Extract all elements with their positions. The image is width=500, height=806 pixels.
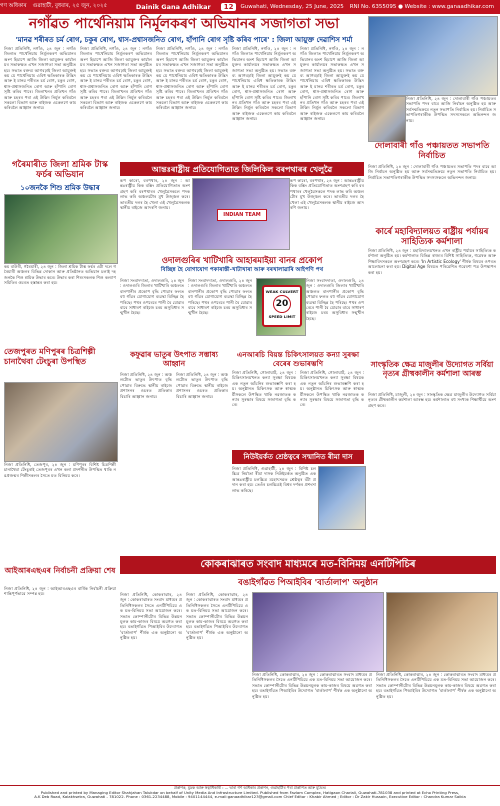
media-photo-2 <box>386 592 498 672</box>
harassment-headline: কফুৱাৰ ভাতুৰ উৎপাত সম্ভাষ্য আহ্বান <box>130 350 218 368</box>
culture-headline: সাংস্কৃতিক ক্ষেত্ৰ মাজুলীৰ উদ্যোগত সৰ্বিয়া নৃত্যৰ গ্ৰীষ্মকালীন কৰ্মশালা আৰম্ভ <box>370 360 494 378</box>
masthead-rni: RNI No. 6355095 ● Website : www.ganaadhikar.com <box>349 4 494 10</box>
kickboxing-headline: আন্তঃৰাষ্ট্ৰীয় প্ৰতিযোগিতাত জিলিকিল বৰপথাৰৰ খেলুৱৈ <box>120 162 364 176</box>
aasu-body: নিজা প্ৰতিনিধি, ২৪ জুন : আইআৰএছএৰ বাৰ্ষিক নিৰ্বাচনী প্ৰক্ৰিয়া শান্তিপূৰ্ণভাৱে সম্পন্ন হয়। <box>4 586 116 597</box>
panchayat-body: নিজা প্ৰতিনিধি, ২৪ জুন : দোলাবাৰী গাঁও পঞ্চায়তৰ সভাপতি পদৰ বাবে আজি নিৰ্বাচন অনুষ্ঠিত হয় আৰু সৰ্বসন্মতিক্ৰমে নতুন সভাপতি নিৰ্বাচিত হয়। নিৰ্বাচিত সভাপতিগৰাকীক উপস্থিত সদস্যসকলে অভিনন্দন জনায়। <box>368 164 496 180</box>
imprint-footer <box>0 785 500 806</box>
nrhm-headline: এনআৰচি বিয়ন্ত চিকিৎসালয়ত কন্যা সুৰক্ষা বেৰেৰ শুভাৰম্ভণি <box>236 350 360 368</box>
aasu-headline: আইআৰএছএৰ নিৰ্বাচনী প্ৰক্ৰিয়া শেষ <box>4 566 116 575</box>
sign-line-1: WEAK CULVERT <box>265 289 299 294</box>
sign-line-3: SPEED LIMIT <box>268 314 296 319</box>
flood-subhead: বিচ্ছিন্ন হৈ যোগাযোগ পকাৰাস্তী-খাটাখাৰা আৰু বৰখালাৱাৰি আইপণি পথ <box>160 267 324 273</box>
lead-body-col1: নিজা প্ৰতিনিধি, নগাঁও, ২৪ জুন : নগাঁও জিলাত পাৰ্থেনিয়াম নিৰ্মূলকৰণ অভিযানৰ অংশ হিচাপে আজি জিলা আয়ুক্তৰ কাৰ্যালয়ৰ সভাকক্ষত এখন সজাগতা সভা অনুষ্ঠিত হয়। সভাত বক্তব্য আগবঢ়াই জিলা আয়ুক্তই কয় যে পাৰ্থেনিয়াম এবিধ ক্ষতিকাৰক উদ্ভিদ আৰু ই মানৱ শৰীৰত চৰ্ম ৰোগ, চকুৰ ৰোগ, শ্বাস-প্ৰশ্বাসজনিত ৰোগ আৰু হাঁপানি ৰোগ সৃষ্টি কৰিব পাৰে। জিলাখনৰ প্ৰতিখন গাঁও আৰু চহৰৰ পৰা এই উদ্ভিদ নিৰ্মূল কৰিবলৈ সকলো বিভাগ আৰু ৰাইজক একেলগে কাম কৰিবলৈ আহ্বান জনায়। <box>4 46 76 111</box>
reema-headline: নিউইয়ৰ্কত শ্ৰেষ্ঠত্বৰে সন্মানিত ৰীমা দাস <box>232 450 364 464</box>
panchayat-headline: দোলাবাৰী গাঁও পঞ্চায়তত সভাপতি নিৰ্বাচিত <box>374 140 490 160</box>
footer-line-1: প্ৰকাশক, মুদ্ৰক আৰু স্বত্বাধিকাৰী : ... দ্বাৰা গণ অধিকাৰ প্ৰকাশন, গুৱাহাটীৰ পৰা প্ৰকাশিত আৰু মুদ্ৰিত। <box>173 785 327 790</box>
tejpur-headline: তেজপুৰত মণিপুৰৰ চিত্ৰশিল্পী চানাথৈবা টেংচুৰা উপস্থিত <box>4 346 96 366</box>
nrhm-body-col2: নিজা প্ৰতিনিধি, গোলাঘাট, ২৪ জুন : চিকিৎসালয়খনত কন্যা সুৰক্ষা বিষয়ক এক নতুন আঁচনিৰ শুভাৰম্ভণি কৰা হয়। অনুষ্ঠানত চিকিৎসক আৰু স্বাস্থ্যকৰ্মীসকলে উপস্থিত থাকি নৱজাতক কন্যাৰ সুৰক্ষাৰ বিষয়ে সজাগতা বৃদ্ধি কৰে। <box>300 370 364 408</box>
footer-line-3: A.K Deb Road, Kalakhsetra, Guwahati - 781022. Phone : 0361-2234488, Mobile : 9401144444, e-mail:ganaadhikar123@gmail.com Chief Editor : Khabir Ahmed ; Editor : Dr Zakir Hussain, Executive Editor : Chandra Kumar Saikia <box>34 794 466 800</box>
lead-body-col2: নিজা প্ৰতিনিধি, নগাঁও, ২৪ জুন : নগাঁও জিলাত পাৰ্থেনিয়াম নিৰ্মূলকৰণ অভিযানৰ অংশ হিচাপে আজি জিলা আয়ুক্তৰ কাৰ্যালয়ৰ সভাকক্ষত এখন সজাগতা সভা অনুষ্ঠিত হয়। সভাত বক্তব্য আগবঢ়াই জিলা আয়ুক্তই কয় যে পাৰ্থেনিয়াম এবিধ ক্ষতিকাৰক উদ্ভিদ আৰু ই মানৱ শৰীৰত চৰ্ম ৰোগ, চকুৰ ৰোগ, শ্বাস-প্ৰশ্বাসজনিত ৰোগ আৰু হাঁপানি ৰোগ সৃষ্টি কৰিব পাৰে। জিলাখনৰ প্ৰতিখন গাঁও আৰু চহৰৰ পৰা এই উদ্ভিদ নিৰ্মূল কৰিবলৈ সকলো বিভাগ আৰু ৰাইজক একেলগে কাম কৰিবলৈ আহ্বান জনায়। <box>80 46 152 111</box>
kickboxing-body-2: ৰূপ কাৰো, বৰপথাৰ, ২৪ জুন : আন্তঃৰাষ্ট্ৰীয় কিক বক্সিং প্ৰতিযোগিতাত অংশগ্ৰহণ কৰি বৰপথাৰৰ খেলুৱৈসকলে পদক লাভ কৰি অঞ্চলটোৰ মুখ উজ্জ্বল কৰে। ভাৰতীয় দলৰ হৈ খেলা এই খেলুৱৈসকলক স্থানীয় ৰাইজে আদৰণি জনায়। <box>290 178 364 211</box>
media-body-col4: নিজা প্ৰতিনিধি, কোকৰাঝাৰ, ২৪ জুন : কোকৰাঝাৰত সংবাদ মাধ্যমৰ প্ৰতিনিধিসকলৰ সৈতে এনটিপিচিয়ে এক মত-বিনিময় সভা আয়োজন কৰে। সভাত কোম্পানীটোৰ বিভিন্ন উন্নয়নমূলক কাম-কাজৰ বিষয়ে অৱগত কৰা হয়। বঙাইগাঁৱত পিআইবিৰ উদ্যোগত 'বাৰ্তালাপ' শীৰ্ষক এক অনুষ্ঠানো অনুষ্ঠিত হয়। <box>376 672 496 699</box>
media-photo-1 <box>252 592 384 672</box>
harassment-body-col1: নিজা প্ৰতিনিধি, ২৪ জুন : অঞ্চলটোত ভাতুৰ উৎপাত বৃদ্ধি পোৱাৰ বিৰুদ্ধে স্থানীয় ৰাইজে প্ৰশাসনৰ ওচৰত প্ৰতিকাৰ বিচাৰি আহ্বান জনায়। <box>120 372 172 399</box>
page-number: 12 <box>221 3 237 11</box>
panchayat-photo-top <box>368 16 498 96</box>
weak-culvert-sign <box>262 285 302 327</box>
flood-headline: ওদালগুৰিৰ খাটিখাৰি আহাৰমাইয়া বানৰ প্ৰকোপ <box>161 255 323 265</box>
labour-subhead: ১০জনকৈ শিশু শ্ৰমিক উদ্ধাৰ <box>20 183 100 192</box>
media-subhead: বঙাইগাঁৱত পিআইবিৰ 'বাৰ্তালাপ' অনুষ্ঠান <box>238 577 378 587</box>
tejpur-body: নিজা প্ৰতিনিধি, তেজপুৰ, ২৪ জুন : মণিপুৰৰ বিশিষ্ট চিত্ৰশিল্পী চানাথৈবা টেংচুৰাই তেজপুৰৰ এখন কলা প্ৰদৰ্শনীত উপস্থিত থাকি নৱপ্ৰজন্মৰ শিল্পীসকলৰ সৈতে মত বিনিময় কৰে। <box>4 462 116 478</box>
masthead-date-english: Guwahati, Wednesday, 25 June, 2025 <box>240 4 344 10</box>
kickboxing-photo <box>192 178 290 250</box>
flood-body-col2: নিজা সংবাদদাতা, ওদালগুৰি, ২৪ জুন : ওদালগুৰি জিলাৰ খাটিখাৰি অঞ্চলত বানপানীৰ প্ৰকোপ বৃদ্ধি পোৱাৰ ফলত বহু গাঁৱৰ যোগাযোগ ব্যৱস্থা বিচ্ছিন্ন হৈ পৰিছে। পথৰ ওপৰেৰে পানী বৈ যোৱাৰ বাবে সাধাৰণ ৰাইজে চৰম অসুবিধাৰ সন্মুখীন হৈছে। <box>188 278 252 316</box>
media-body-col3: নিজা প্ৰতিনিধি, কোকৰাঝাৰ, ২৪ জুন : কোকৰাঝাৰত সংবাদ মাধ্যমৰ প্ৰতিনিধিসকলৰ সৈতে এনটিপিচিয়ে এক মত-বিনিময় সভা আয়োজন কৰে। সভাত কোম্পানীটোৰ বিভিন্ন উন্নয়নমূলক কাম-কাজৰ বিষয়ে অৱগত কৰা হয়। বঙাইগাঁৱত পিআইবিৰ উদ্যোগত 'বাৰ্তালাপ' শীৰ্ষক এক অনুষ্ঠানো অনুষ্ঠিত হয়। <box>252 672 372 699</box>
lead-headline: নগাঁৱত পাৰ্থেনিয়াম নিৰ্মূলকৰণ অভিযানৰ সজাগতা সভা <box>28 16 340 32</box>
panchayat-photo-small <box>368 96 406 142</box>
sign-speed-number: 20 <box>273 295 291 313</box>
panchayat-intro-text: নিজা প্ৰতিনিধি, ২৪ জুন : দোলাবাৰী গাঁও পঞ্চায়তৰ সভাপতি পদৰ বাবে আজি নিৰ্বাচন অনুষ্ঠিত হয় আৰু সৰ্বসন্মতিক্ৰমে নতুন সভাপতি নিৰ্বাচিত হয়। নিৰ্বাচিত সভাপতিগৰাকীক উপস্থিত সদস্যসকলে অভিনন্দন জনায়। <box>406 96 496 123</box>
flood-body-col3: নিজা সংবাদদাতা, ওদালগুৰি, ২৪ জুন : ওদালগুৰি জিলাৰ খাটিখাৰি অঞ্চলত বানপানীৰ প্ৰকোপ বৃদ্ধি পোৱাৰ ফলত বহু গাঁৱৰ যোগাযোগ ব্যৱস্থা বিচ্ছিন্ন হৈ পৰিছে। পথৰ ওপৰেৰে পানী বৈ যোৱাৰ বাবে সাধাৰণ ৰাইজে চৰম অসুবিধাৰ সন্মুখীন হৈছে। <box>306 278 364 321</box>
masthead-brand: গণ অধিকাৰ <box>0 3 27 9</box>
media-body-col2: নিজা প্ৰতিনিধি, কোকৰাঝাৰ, ২৪ জুন : কোকৰাঝাৰত সংবাদ মাধ্যমৰ প্ৰতিনিধিসকলৰ সৈতে এনটিপিচিয়ে এক মত-বিনিময় সভা আয়োজন কৰে। সভাত কোম্পানীটোৰ বিভিন্ন উন্নয়নমূলক কাম-কাজৰ বিষয়ে অৱগত কৰা হয়। বঙাইগাঁৱত পিআইবিৰ উদ্যোগত 'বাৰ্তালাপ' শীৰ্ষক এক অনুষ্ঠানো অনুষ্ঠিত হয়। <box>186 592 248 641</box>
lead-body-col4: নিজা প্ৰতিনিধি, নগাঁও, ২৪ জুন : নগাঁও জিলাত পাৰ্থেনিয়াম নিৰ্মূলকৰণ অভিযানৰ অংশ হিচাপে আজি জিলা আয়ুক্তৰ কাৰ্যালয়ৰ সভাকক্ষত এখন সজাগতা সভা অনুষ্ঠিত হয়। সভাত বক্তব্য আগবঢ়াই জিলা আয়ুক্তই কয় যে পাৰ্থেনিয়াম এবিধ ক্ষতিকাৰক উদ্ভিদ আৰু ই মানৱ শৰীৰত চৰ্ম ৰোগ, চকুৰ ৰোগ, শ্বাস-প্ৰশ্বাসজনিত ৰোগ আৰু হাঁপানি ৰোগ সৃষ্টি কৰিব পাৰে। জিলাখনৰ প্ৰতিখন গাঁও আৰু চহৰৰ পৰা এই উদ্ভিদ নিৰ্মূল কৰিবলৈ সকলো বিভাগ আৰু ৰাইজক একেলগে কাম কৰিবলৈ আহ্বান জনায়। <box>232 46 296 122</box>
nrhm-body-col1: নিজা প্ৰতিনিধি, গোলাঘাট, ২৪ জুন : চিকিৎসালয়খনত কন্যা সুৰক্ষা বিষয়ক এক নতুন আঁচনিৰ শুভাৰম্ভণি কৰা হয়। অনুষ্ঠানত চিকিৎসক আৰু স্বাস্থ্যকৰ্মীসকলে উপস্থিত থাকি নৱজাতক কন্যাৰ সুৰক্ষাৰ বিষয়ে সজাগতা বৃদ্ধি কৰে। <box>232 370 296 408</box>
flood-photo <box>256 278 306 336</box>
kickboxing-body: ৰূপ কাৰো, বৰপথাৰ, ২৪ জুন : আন্তঃৰাষ্ট্ৰীয় কিক বক্সিং প্ৰতিযোগিতাত অংশগ্ৰহণ কৰি বৰপথাৰৰ খেলুৱৈসকলে পদক লাভ কৰি অঞ্চলটোৰ মুখ উজ্জ্বল কৰে। ভাৰতীয় দলৰ হৈ খেলা এই খেলুৱৈসকলক স্থানীয় ৰাইজে আদৰণি জনায়। <box>120 178 190 211</box>
lead-body-col3: নিজা প্ৰতিনিধি, নগাঁও, ২৪ জুন : নগাঁও জিলাত পাৰ্থেনিয়াম নিৰ্মূলকৰণ অভিযানৰ অংশ হিচাপে আজি জিলা আয়ুক্তৰ কাৰ্যালয়ৰ সভাকক্ষত এখন সজাগতা সভা অনুষ্ঠিত হয়। সভাত বক্তব্য আগবঢ়াই জিলা আয়ুক্তই কয় যে পাৰ্থেনিয়াম এবিধ ক্ষতিকাৰক উদ্ভিদ আৰু ই মানৱ শৰীৰত চৰ্ম ৰোগ, চকুৰ ৰোগ, শ্বাস-প্ৰশ্বাসজনিত ৰোগ আৰু হাঁপানি ৰোগ সৃষ্টি কৰিব পাৰে। জিলাখনৰ প্ৰতিখন গাঁও আৰু চহৰৰ পৰা এই উদ্ভিদ নিৰ্মূল কৰিবলৈ সকলো বিভাগ আৰু ৰাইজক একেলগে কাম কৰিবলৈ আহ্বান জনায়। <box>156 46 228 111</box>
tejpur-photo <box>4 382 118 462</box>
lead-body-col5: নিজা প্ৰতিনিধি, নগাঁও, ২৪ জুন : নগাঁও জিলাত পাৰ্থেনিয়াম নিৰ্মূলকৰণ অভিযানৰ অংশ হিচাপে আজি জিলা আয়ুক্তৰ কাৰ্যালয়ৰ সভাকক্ষত এখন সজাগতা সভা অনুষ্ঠিত হয়। সভাত বক্তব্য আগবঢ়াই জিলা আয়ুক্তই কয় যে পাৰ্থেনিয়াম এবিধ ক্ষতিকাৰক উদ্ভিদ আৰু ই মানৱ শৰীৰত চৰ্ম ৰোগ, চকুৰ ৰোগ, শ্বাস-প্ৰশ্বাসজনিত ৰোগ আৰু হাঁপানি ৰোগ সৃষ্টি কৰিব পাৰে। জিলাখনৰ প্ৰতিখন গাঁও আৰু চহৰৰ পৰা এই উদ্ভিদ নিৰ্মূল কৰিবলৈ সকলো বিভাগ আৰু ৰাইজক একেলগে কাম কৰিবলৈ আহ্বান জনায়। <box>300 46 364 122</box>
lead-subhead: 'মানৱ শৰীৰত চৰ্ম ৰোগ, চকুৰ ৰোগ, শ্বাস-প্ৰশ্বাসজনিত ৰোগ, হাঁপানি ৰোগ সৃষ্টি কৰিব পাৰে' : জিলা আয়ুক্ত দেৱাশিস শৰ্মা <box>15 36 353 44</box>
labour-headline: গৰৈমাৰীত জিলা শ্ৰমিক টাস্ক ফৰ্চৰ অভিযান <box>12 160 108 180</box>
masthead-date-assamese: গুৱাহাটী, বুধবাৰ, ২৫ জুন, ২০২৫ <box>32 3 108 9</box>
labour-body: কম বাউৰী, গৰৈমাৰী, ২৪ জুন : জিলা শ্ৰমিক টাস্ক ফৰ্চৰ এটা দলে গৰৈমাৰী অঞ্চলৰ বিভিন্ন দোকান আৰু প্ৰতিষ্ঠানত অভিযান চলাই দহজনকৈ শিশু শ্ৰমিক উদ্ধাৰ কৰে। উদ্ধাৰ কৰা শিশুসকলক শিশু কল্যাণ সমিতিৰ ওচৰত হস্তান্তৰ কৰা হয়। <box>4 264 116 286</box>
media-headline: কোকৰাঝাৰত সংবাদ মাধ্যমৰে মত-বিনিময় এনটিপিচিৰ <box>120 556 496 574</box>
labour-photo <box>4 194 118 264</box>
flood-body-col1: নিজা সংবাদদাতা, ওদালগুৰি, ২৪ জুন : ওদালগুৰি জিলাৰ খাটিখাৰি অঞ্চলত বানপানীৰ প্ৰকোপ বৃদ্ধি পোৱাৰ ফলত বহু গাঁৱৰ যোগাযোগ ব্যৱস্থা বিচ্ছিন্ন হৈ পৰিছে। পথৰ ওপৰেৰে পানী বৈ যোৱাৰ বাবে সাধাৰণ ৰাইজে চৰম অসুবিধাৰ সন্মুখীন হৈছে। <box>120 278 184 316</box>
college-body: নিজা প্ৰতিনিধি, ২৪ জুন : মহাবিদ্যালয়খনত এখন ৰাষ্ট্ৰীয় পৰ্যায়ৰ সাহিত্যিক কৰ্মশালা অনুষ্ঠিত হয়। কৰ্মশালাত বিভিন্ন ৰাজ্যৰ বিশিষ্ট সাহিত্যিক, গৱেষক আৰু শিক্ষাবিদসকলে অংশগ্ৰহণ কৰে। 'In Artistic Ecology' শীৰ্ষক বিষয়ৰ ওপৰত আলোচনা কৰা হয়। Digital Age বিষয়ত পৰিৱেশিত গৱেষণা পত্ৰ উপস্থাপন কৰা হয়। <box>368 248 496 275</box>
reema-photo <box>318 466 366 530</box>
indian-team-banner: INDIAN TEAM <box>217 209 267 221</box>
reema-body: নিজা প্ৰতিনিধি, গুৱাহাটী, ২৪ জুন : বিশিষ্ট চলচ্চিত্ৰ নিৰ্মাতা ৰীমা দাসক নিউইয়ৰ্কত অনুষ্ঠিত এক আন্তঃৰাষ্ট্ৰীয় চলচ্চিত্ৰ মহোৎসৱত শ্ৰেষ্ঠত্বৰ বঁটা প্ৰদান কৰা হয়। তেওঁৰ চলচ্চিত্ৰই বিশ্বৰ দৰ্শকৰ প্ৰশংসা লাভ কৰিছে। <box>232 466 316 493</box>
masthead-title: Dainik Gana Adhikar <box>135 3 211 11</box>
college-headline: কাৰ্ৰে মহাবিদ্যালয়ত ৰাষ্ট্ৰীয় পৰ্যায়ৰ সাহিত্যিক কৰ্মশালা <box>375 226 489 246</box>
footer-line-2: Published and printed by Managing Editor Shahjahan Talukdar on behalf of Unity Media And Infrastructure Limited. Published from Fazlam Complex, Hatigaon Chariali, Guwahati-781038 and printed at Echo Printing Press, <box>40 789 460 795</box>
harassment-body-col2: নিজা প্ৰতিনিধি, ২৪ জুন : অঞ্চলটোত ভাতুৰ উৎপাত বৃদ্ধি পোৱাৰ বিৰুদ্ধে স্থানীয় ৰাইজে প্ৰশাসনৰ ওচৰত প্ৰতিকাৰ বিচাৰি আহ্বান জনায়। <box>176 372 228 399</box>
culture-body: নিজা প্ৰতিনিধি, মাজুলী, ২৪ জুন : সাংস্কৃতিক ক্ষেত্ৰ মাজুলীৰ উদ্যোগত সৰ্বিয়া নৃত্যৰ গ্ৰীষ্মকালীন কৰ্মশালা আৰম্ভ হয়। কৰ্মশালাত বহু সংখ্যক শিক্ষাৰ্থীয়ে অংশগ্ৰহণ কৰে। <box>368 392 496 408</box>
masthead-bar <box>0 0 500 14</box>
media-body-col1: নিজা প্ৰতিনিধি, কোকৰাঝাৰ, ২৪ জুন : কোকৰাঝাৰত সংবাদ মাধ্যমৰ প্ৰতিনিধিসকলৰ সৈতে এনটিপিচিয়ে এক মত-বিনিময় সভা আয়োজন কৰে। সভাত কোম্পানীটোৰ বিভিন্ন উন্নয়নমূলক কাম-কাজৰ বিষয়ে অৱগত কৰা হয়। বঙাইগাঁৱত পিআইবিৰ উদ্যোগত 'বাৰ্তালাপ' শীৰ্ষক এক অনুষ্ঠানো অনুষ্ঠিত হয়। <box>120 592 182 641</box>
